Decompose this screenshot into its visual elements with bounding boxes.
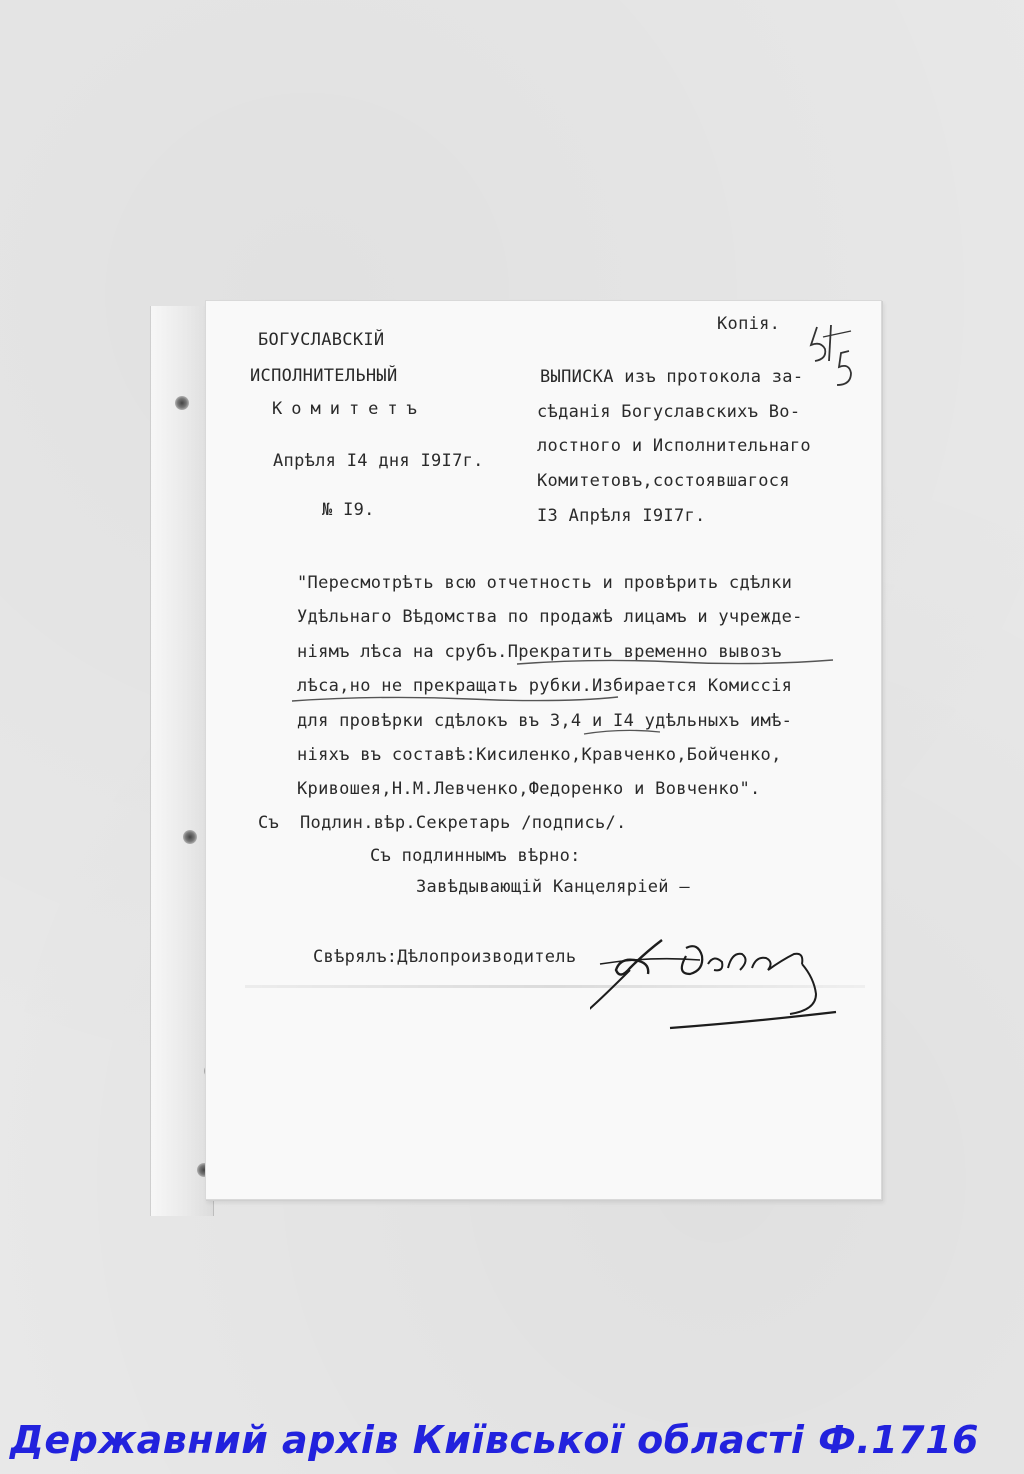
committee-name-line3: Комитетъ bbox=[272, 399, 426, 419]
document-number: № I9. bbox=[322, 500, 375, 520]
pencil-underline bbox=[582, 726, 662, 738]
punch-hole bbox=[183, 830, 197, 844]
document-date: Апрѣля I4 дня I9I7г. bbox=[273, 451, 484, 471]
body-line: ніямъ лѣса на срубъ.Прекратить временно вывозъ bbox=[297, 642, 782, 662]
extract-title-line: I3 Апрѣля I9I7г. bbox=[537, 506, 706, 526]
body-line: для провѣрки сдѣлокъ въ 3,4 и I4 удѣльныхъ имѣ- bbox=[297, 711, 793, 731]
body-line: Удѣльнаго Вѣдомства по продажѣ лицамъ и учрежде- bbox=[297, 607, 803, 627]
extract-title-line: ВЫПИСКА изъ протокола за- bbox=[540, 367, 804, 387]
body-line: "Пересмотрѣть всю отчетность и провѣрить сдѣлки bbox=[297, 573, 793, 593]
committee-name-line2: ИСПОЛНИТЕЛЬНЫЙ bbox=[250, 366, 398, 386]
handwritten-signature bbox=[590, 930, 840, 1040]
punch-hole bbox=[175, 396, 189, 410]
pencil-underline bbox=[515, 656, 835, 670]
checked-by-line: Свѣрялъ:Дѣлопроизводитель bbox=[313, 947, 577, 967]
original-signature-line: Подлин.вѣр.Секретарь /подпись/. bbox=[300, 813, 627, 833]
body-line: ніяхъ въ составѣ:Кисиленко,Кравченко,Бойченко, bbox=[297, 745, 782, 765]
certified-line: Съ подлиннымъ вѣрно: bbox=[370, 846, 581, 866]
archive-caption: Державний архів Київської області Ф.1716 bbox=[10, 1418, 979, 1462]
committee-name-line1: БОГУСЛАВСКIЙ bbox=[258, 330, 385, 350]
original-prefix: Съ bbox=[258, 813, 280, 833]
body-line: Кривошея,Н.М.Левченко,Федоренко и Вовченко". bbox=[297, 779, 761, 799]
pencil-underline bbox=[290, 691, 620, 705]
copy-mark: Копія. bbox=[717, 314, 781, 334]
handwritten-archive-number bbox=[805, 315, 865, 395]
extract-title-line: сѣданія Богуславскихъ Во- bbox=[537, 402, 801, 422]
extract-title-line: лостного и Исполнительнаго bbox=[537, 436, 811, 456]
body-line: лѣса,но не прекращать рубки.Избирается Комиссія bbox=[297, 676, 793, 696]
chancellery-line: Завѣдывающій Канцеляріей — bbox=[416, 877, 690, 897]
extract-title-line: Комитетовъ,состоявшагося bbox=[537, 471, 790, 491]
